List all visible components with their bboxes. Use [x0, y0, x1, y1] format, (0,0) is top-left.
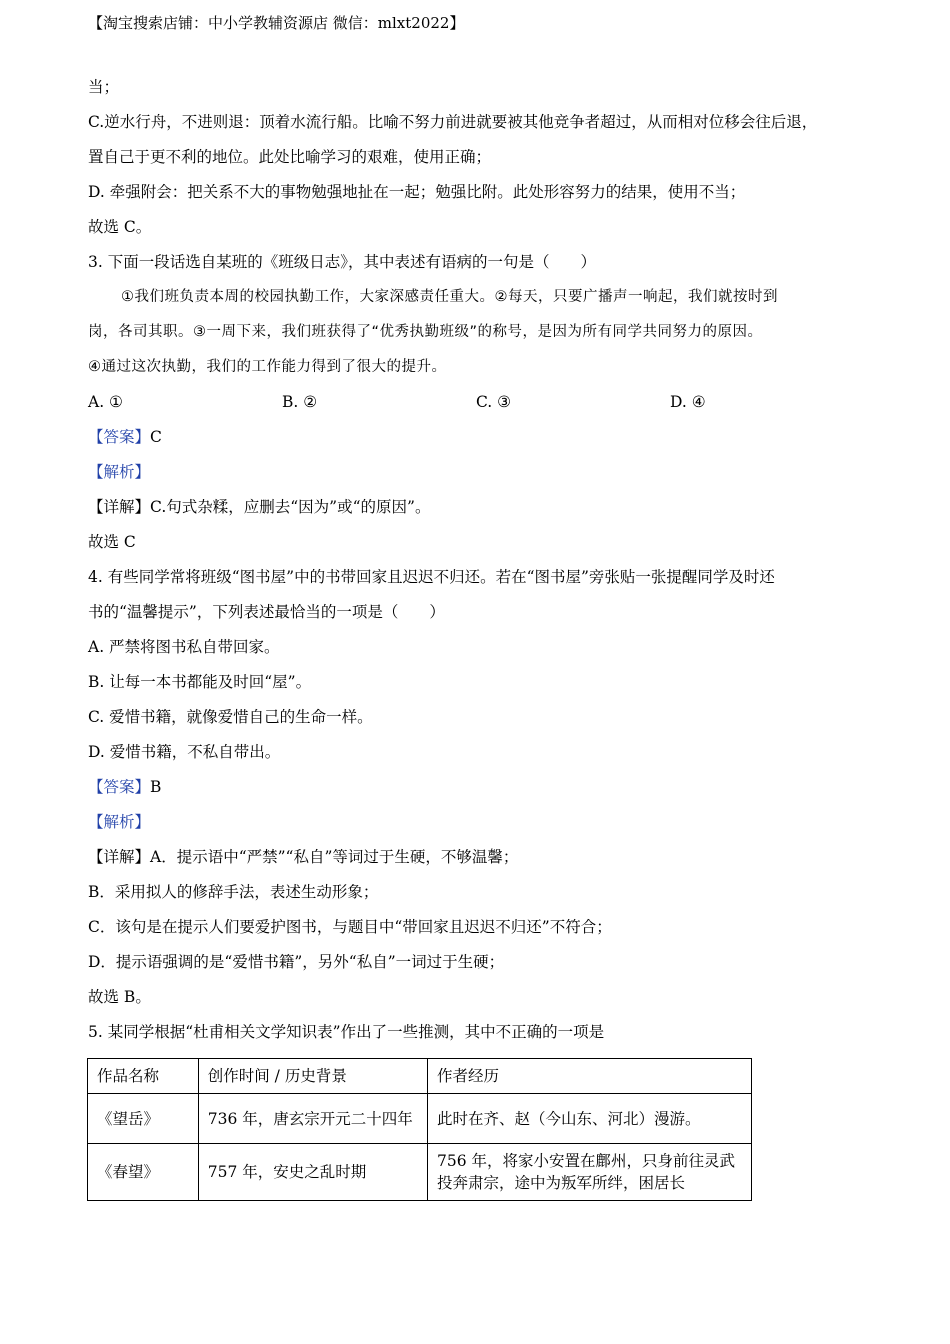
- option-b: B. ②: [282, 393, 318, 411]
- text-line: B．采用拟人的修辞手法，表述生动形象；: [88, 883, 379, 901]
- detail-text: A．提示语中“严禁”“私自”等词过于生硬，不够温馨；: [150, 848, 519, 866]
- table-header-row: [88, 1059, 752, 1094]
- text-line: 置自己于更不利的地位。此处比喻学习的艰难，使用正确；: [88, 148, 492, 166]
- question-5-stem: 5. 某同学根据“杜甫相关文学知识表”作出了一些推测，其中不正确的一项是: [88, 1023, 605, 1041]
- text-line: D. 牵强附会：把关系不大的事物勉强地扯在一起；勉强比附。此处形容努力的结果，使用不当；: [88, 183, 746, 201]
- option-b: B. 让每一本书都能及时回“屋”。: [88, 673, 312, 691]
- text-line: 故选 B。: [88, 988, 151, 1006]
- table-cell: 756 年，将家小安置在鄜州，只身前往灵武投奔肃宗，途中为叛军所绊，困居长: [428, 1144, 752, 1201]
- store-header: 【淘宝搜索店铺：中小学教辅资源店 微信：mlxt2022】: [88, 14, 465, 32]
- question-4-stem: 4. 有些同学常将班级“图书屋”中的书带回家且迟迟不归还。若在“图书屋”旁张贴一张提醒同学及时还: [88, 568, 775, 586]
- text-line: C.逆水行舟，不进则退：顶着水流行船。比喻不努力前进就要被其他竞争者超过，从而相对位移会往后退，: [88, 113, 818, 131]
- answer-line: [88, 420, 878, 455]
- answer-label: 【答案】: [88, 778, 151, 796]
- passage-line: 岗，各司其职。③一周下来，我们班获得了“优秀执勤班级”的称号，是因为所有同学共同努力的原因。: [88, 324, 763, 340]
- text-line: 故选 C: [88, 533, 136, 551]
- option-d: D. ④: [670, 393, 706, 411]
- question-3-options: [88, 385, 878, 420]
- table-header-cell: 创作时间 / 历史背景: [198, 1059, 427, 1094]
- detail-line: [88, 840, 878, 875]
- detail-label: 【详解】: [88, 498, 151, 516]
- table-header-cell: 作者经历: [428, 1059, 752, 1094]
- detail-line: [88, 490, 878, 525]
- table-cell: 《春望》: [88, 1144, 199, 1201]
- answer-line: [88, 770, 878, 805]
- text-line: 故选 C。: [88, 218, 152, 236]
- option-c: C. ③: [476, 393, 512, 411]
- table-cell: 此时在齐、赵（今山东、河北）漫游。: [428, 1094, 752, 1144]
- passage-line: ④通过这次执勤，我们的工作能力得到了很大的提升。: [88, 359, 447, 375]
- text-line: D．提示语强调的是“爱惜书籍”，另外“私自”一词过于生硬；: [88, 953, 505, 971]
- answer-value: B: [150, 778, 162, 796]
- question-3-stem: 3. 下面一段话选自某班的《班级日志》，其中表述有语病的一句是（ ）: [88, 253, 596, 271]
- answer-label: 【答案】: [88, 428, 151, 446]
- table-header-cell: 作品名称: [88, 1059, 199, 1094]
- analysis-label: 【解析】: [88, 813, 151, 831]
- table-row: [88, 1094, 752, 1144]
- document-body: [88, 70, 878, 1050]
- answer-value: C: [150, 428, 162, 446]
- du-fu-knowledge-table: [87, 1058, 752, 1201]
- option-c: C. 爱惜书籍，就像爱惜自己的生命一样。: [88, 708, 373, 726]
- analysis-label: 【解析】: [88, 463, 151, 481]
- option-a: A. 严禁将图书私自带回家。: [88, 638, 280, 656]
- table-cell: 《望岳》: [88, 1094, 199, 1144]
- detail-text: C.句式杂糅，应删去“因为”或“的原因”。: [150, 498, 431, 516]
- question-4-stem-cont: 书的“温馨提示”，下列表述最恰当的一项是（ ）: [88, 603, 445, 621]
- text-line: C．该句是在提示人们要爱护图书，与题目中“带回家且迟迟不归还”不符合；: [88, 918, 612, 936]
- detail-label: 【详解】: [88, 848, 151, 866]
- option-d: D. 爱惜书籍，不私自带出。: [88, 743, 281, 761]
- table-cell: 736 年，唐玄宗开元二十四年: [198, 1094, 427, 1144]
- passage-line: ①我们班负责本周的校园执勤工作，大家深感责任重大。②每天，只要广播声一响起，我们就按时到: [121, 289, 778, 305]
- table-row: [88, 1144, 752, 1201]
- table-cell: 757 年，安史之乱时期: [198, 1144, 427, 1201]
- text-line: 当；: [88, 78, 120, 96]
- option-a: A. ①: [88, 393, 123, 411]
